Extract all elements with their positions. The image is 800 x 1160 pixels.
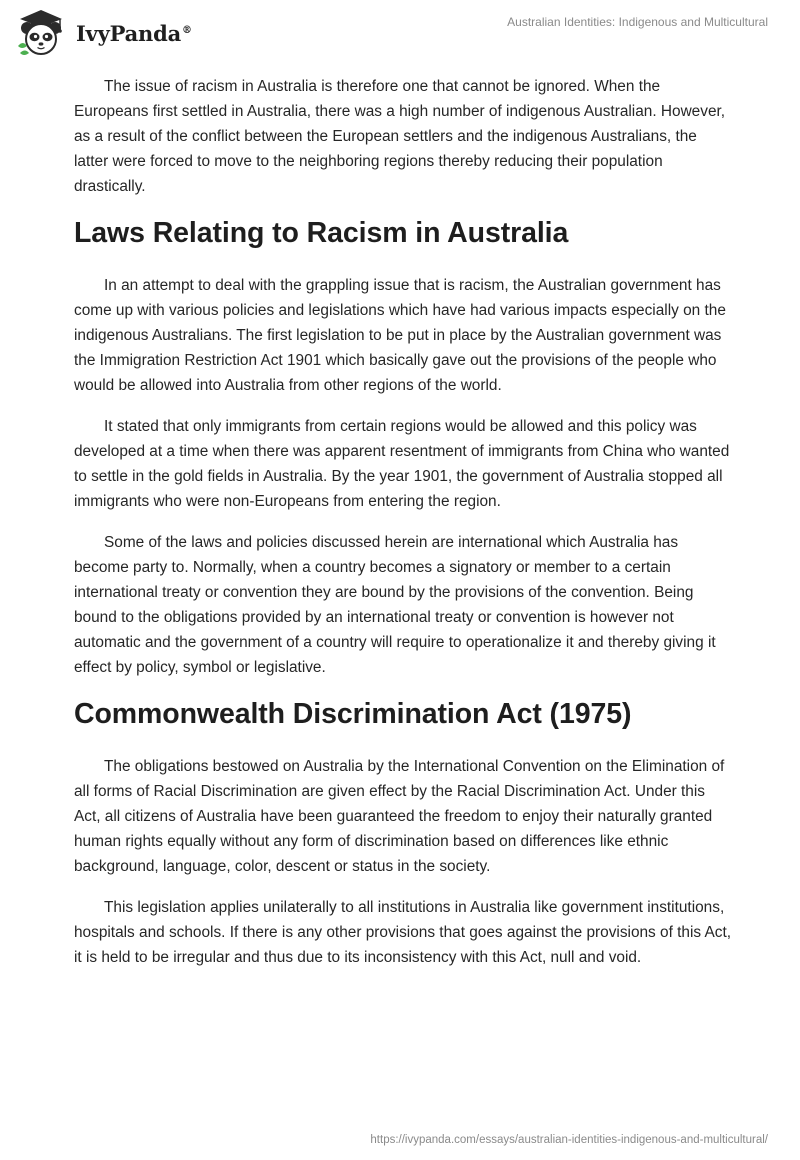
paragraph: In an attempt to deal with the grappling issue that is racism, the Australian government has come up with various policies and legislations which have had various impacts especially on the indigenous Australians. The first legislation to be put in place by the Australian government was the Immigration Restriction Act 1901 which basically gave out the provisions of the people who would be allowed into Australia from other regions of the world. <box>74 277 726 394</box>
panda-graduate-icon <box>14 6 68 60</box>
section-heading: Laws Relating to Racism in Australia <box>74 217 569 249</box>
paragraph: This legislation applies unilaterally to all institutions in Australia like government institutions, hospitals and schools. If there is any other provisions that goes against the provisions of this Act, it is held to be irregular and thus due to its inconsistency with this Act, null and void. <box>74 899 732 966</box>
paragraph: It stated that only immigrants from certain regions would be allowed and this policy was developed at a time when there was apparent resentment of immigrants from China who wanted to settle in the gold fields in Australia. By the year 1901, the government of Australia stopped all immigrants who were non-Europeans from entering the region. <box>74 418 730 510</box>
page-header <box>0 0 800 70</box>
paragraph: Some of the laws and policies discussed herein are international which Australia has become party to. Normally, when a country becomes a signatory or member to a certain international treaty or convention they are bound by the provisions of the convention. Being bound to the obligations provided by an international treaty or convention is however not automatic and the government of a country will require to operationalize it and thereby giving it effect by policy, symbol or legislative. <box>74 534 716 676</box>
document-title: Australian Identities: Indigenous and Multicultural <box>507 15 768 29</box>
ivypanda-logo[interactable] <box>14 6 192 60</box>
essay-content <box>74 74 734 986</box>
paragraph: The obligations bestowed on Australia by the International Convention on the Elimination of all forms of Racial Discrimination are given effect by the Racial Discrimination Act. Under this Act, all citizens of Australia have been guaranteed the freedom to enjoy their naturally granted human rights equally without any form of discrimination based on differences like ethnic background, language, color, descent or status in the society. <box>74 758 725 875</box>
source-url[interactable]: https://ivypanda.com/essays/australian-identities-indigenous-and-multicultural/ <box>370 1134 768 1146</box>
section-heading: Commonwealth Discrimination Act (1975) <box>74 698 632 730</box>
brand-name: IvyPanda® <box>76 20 192 46</box>
paragraph: The issue of racism in Australia is therefore one that cannot be ignored. When the Europeans first settled in Australia, there was a high number of indigenous Australian. However, as a result of the conflict between the European settlers and the indigenous Australians, the latter were forced to move to the neighboring regions thereby reducing their population drastically. <box>74 78 726 195</box>
